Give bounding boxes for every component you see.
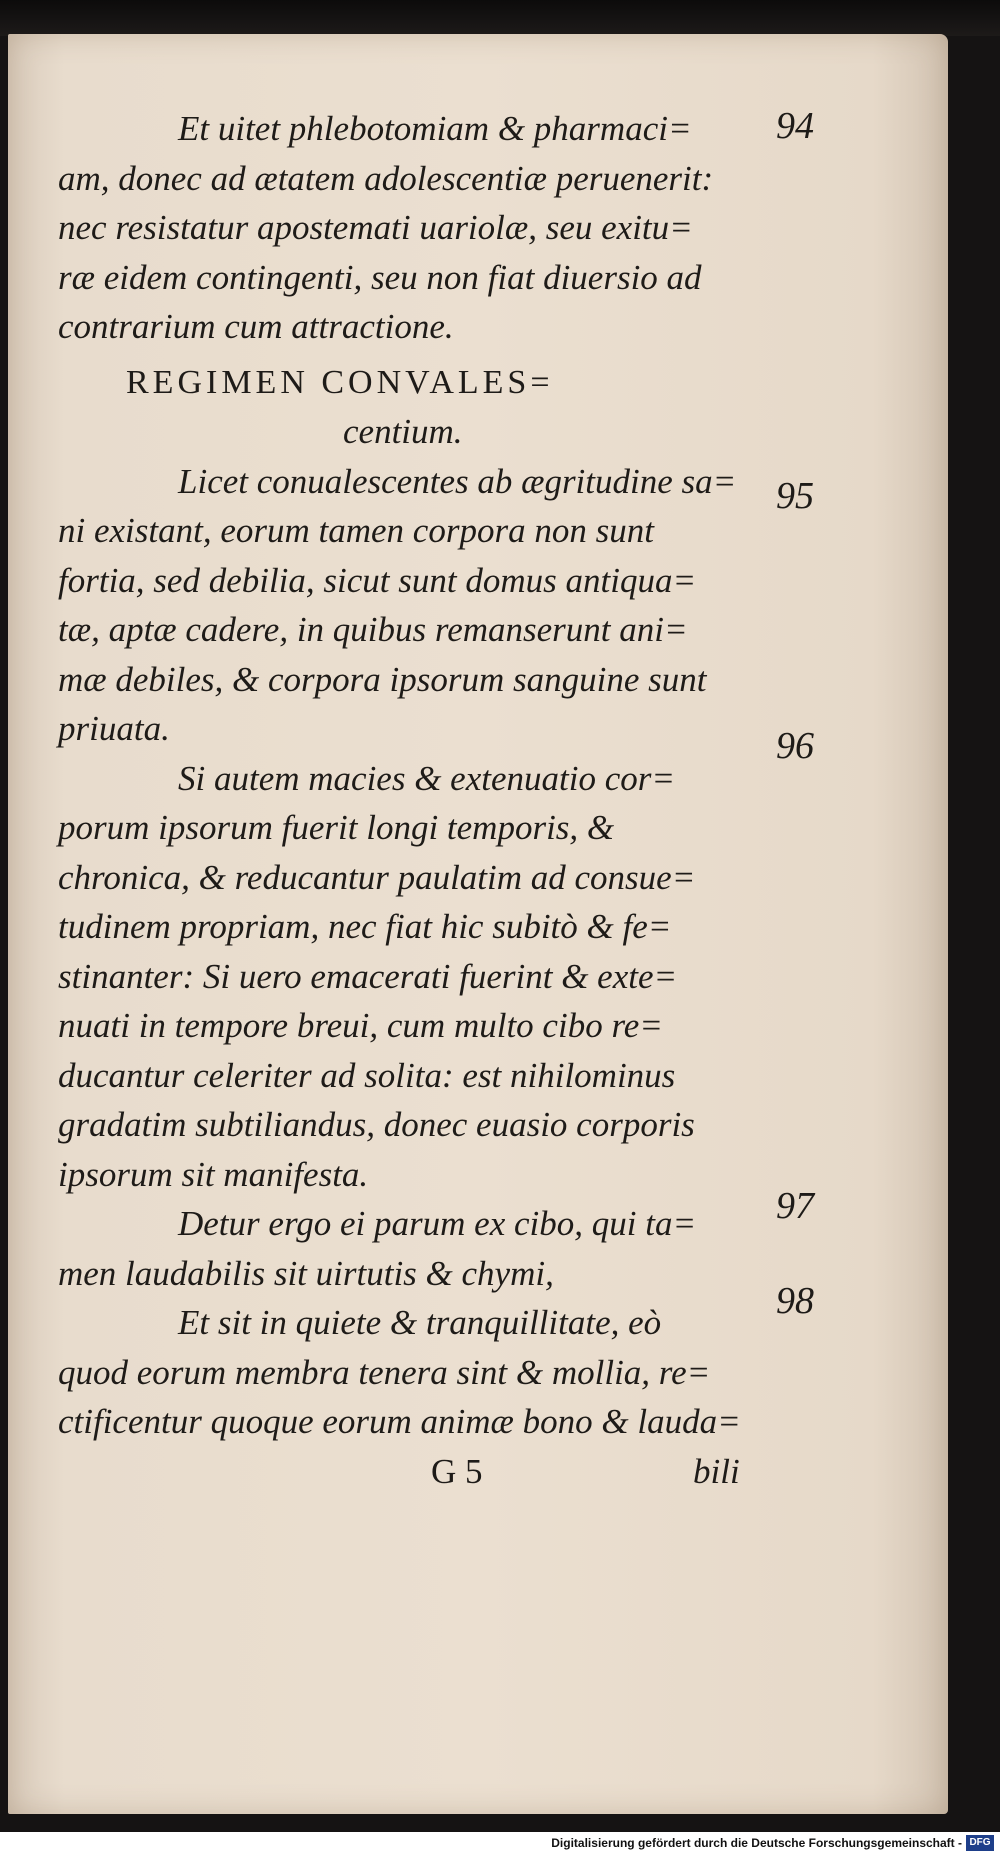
text-line: chronica, & reducantur paulatim ad consue= (58, 857, 696, 897)
text-line: Et uitet phlebotomiam & pharmaci= (178, 109, 692, 148)
margin-number: 95 (776, 475, 814, 517)
text-line: Detur ergo ei parum ex cibo, qui ta= (178, 1204, 697, 1243)
margin-number: 97 (776, 1185, 814, 1227)
margin-number: 98 (776, 1280, 814, 1322)
footer-bar (0, 1832, 1000, 1857)
page-text (58, 104, 748, 1496)
text-line: am, donec ad ætatem adolescentiæ peruenerit: (58, 158, 714, 198)
text-line: tudinem propriam, nec fiat hic subitò & fe= (58, 907, 672, 946)
scan-top-edge (0, 0, 1000, 36)
text-line: quod eorum membra tenera sint & mollia, re= (58, 1352, 711, 1392)
section-subheading: centium. (343, 412, 463, 451)
margin-number: 94 (776, 105, 814, 147)
text-line: Licet conualescentes ab ægritudine sa= (178, 461, 737, 501)
text-line: ni existant, eorum tamen corpora non sunt (58, 511, 654, 550)
text-line: stinanter: Si uero emacerati fuerint & exte= (58, 956, 678, 996)
text-line: gradatim subtiliandus, donec euasio corporis (58, 1105, 695, 1144)
margin-number: 96 (776, 725, 814, 767)
text-line: porum ipsorum fuerit longi temporis, & (58, 808, 615, 847)
footer-credit: Digitalisierung gefördert durch die Deutsche Forschungsgemeinschaft - (551, 1836, 962, 1850)
text-line: ræ eidem contingenti, seu non fiat diuersio ad (58, 257, 702, 297)
signature-line (58, 1447, 748, 1497)
book-page (8, 34, 948, 1814)
signature-mark: G 5 (431, 1451, 483, 1491)
text-line: Si autem macies & extenuatio cor= (178, 758, 675, 798)
text-line: men laudabilis sit uirtutis & chymi, (58, 1253, 554, 1293)
text-line: priuata. (58, 709, 170, 748)
text-line: contrarium cum attractione. (58, 307, 454, 346)
text-line: Et sit in quiete & tranquillitate, eò (178, 1303, 662, 1342)
section-heading: REGIMEN CONVALES= (126, 363, 554, 401)
text-line: nec resistatur apostemati uariolæ, seu exitu= (58, 208, 693, 247)
text-line: tæ, aptæ cadere, in quibus remanserunt ani= (58, 610, 688, 649)
dfg-logo: DFG (966, 1835, 994, 1851)
text-line: ipsorum sit manifesta. (58, 1154, 369, 1194)
text-line: ctificentur quoque eorum animæ bono & lauda= (58, 1402, 741, 1441)
catchword: bili (693, 1451, 740, 1491)
text-line: mæ debiles, & corpora ipsorum sanguine sunt (58, 659, 707, 699)
text-line: fortia, sed debilia, sicut sunt domus antiqua= (58, 560, 697, 600)
text-line: nuati in tempore breui, cum multo cibo re= (58, 1006, 663, 1045)
text-line: ducantur celeriter ad solita: est nihilominus (58, 1055, 676, 1095)
